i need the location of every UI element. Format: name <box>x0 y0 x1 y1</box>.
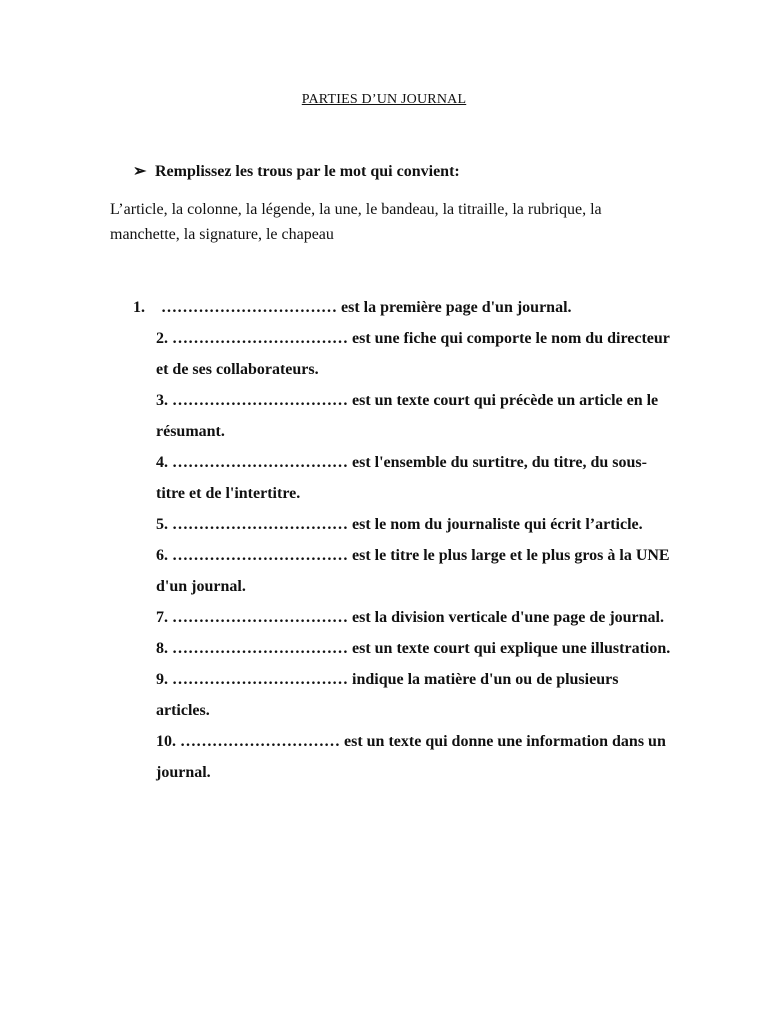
exercise-item-4 <box>133 447 673 509</box>
answer-blank[interactable]: …………………………… <box>172 609 348 626</box>
item-text: est un texte court qui précède un article en le résumant. <box>156 392 659 440</box>
answer-blank[interactable]: …………………………… <box>161 299 337 316</box>
item-text: est un texte qui donne une information dans un journal. <box>156 733 666 781</box>
item-text: est une fiche qui comporte le nom du directeur et de ses collaborateurs. <box>156 330 670 378</box>
exercise-item-10 <box>133 726 673 788</box>
item-number: 10. <box>156 733 176 750</box>
exercise-item-9 <box>133 664 673 726</box>
exercise-item-5 <box>133 509 673 540</box>
exercise-item-1 <box>133 292 673 323</box>
item-number: 5. <box>156 516 168 533</box>
answer-blank[interactable]: …………………………… <box>172 640 348 657</box>
answer-blank[interactable]: …………………………… <box>172 454 348 471</box>
item-number: 4. <box>156 454 168 471</box>
answer-blank[interactable]: …………………………… <box>172 671 348 688</box>
item-text: indique la matière d'un ou de plusieurs articles. <box>156 671 619 719</box>
page-title: PARTIES D’UN JOURNAL <box>301 92 467 107</box>
arrow-bullet-icon: ➢ <box>133 163 147 180</box>
exercise-item-6 <box>133 540 673 602</box>
item-number: 2. <box>156 330 168 347</box>
item-number: 9. <box>156 671 168 688</box>
answer-blank[interactable]: …………………………… <box>172 516 348 533</box>
item-number: 3. <box>156 392 168 409</box>
item-number: 7. <box>156 609 168 626</box>
word-bank: L’article, la colonne, la légende, la une, le bandeau, la titraille, la rubrique, la manchette, la signature, le chapeau <box>110 201 602 243</box>
answer-blank[interactable]: …………………………… <box>172 330 348 347</box>
item-text: est la division verticale d'une page de journal. <box>352 609 664 626</box>
answer-blank[interactable]: ………………………… <box>180 733 340 750</box>
item-text: est le nom du journaliste qui écrit l’article. <box>352 516 643 533</box>
item-number: 8. <box>156 640 168 657</box>
item-number: 1. <box>133 299 145 316</box>
exercise-item-2 <box>133 323 673 385</box>
exercise-item-3 <box>133 385 673 447</box>
answer-blank[interactable]: …………………………… <box>172 547 348 564</box>
item-text: est un texte court qui explique une illustration. <box>352 640 671 657</box>
instruction-text: Remplissez les trous par le mot qui convient: <box>155 163 460 180</box>
exercise-item-7 <box>133 602 673 633</box>
item-text: est la première page d'un journal. <box>341 299 572 316</box>
item-number: 6. <box>156 547 168 564</box>
instruction <box>133 161 460 181</box>
item-text: est l'ensemble du surtitre, du titre, du sous-titre et de l'intertitre. <box>156 454 647 502</box>
exercise-item-8 <box>133 633 673 664</box>
item-text: est le titre le plus large et le plus gros à la UNE d'un journal. <box>156 547 670 595</box>
exercise-list <box>133 292 673 788</box>
answer-blank[interactable]: …………………………… <box>172 392 348 409</box>
